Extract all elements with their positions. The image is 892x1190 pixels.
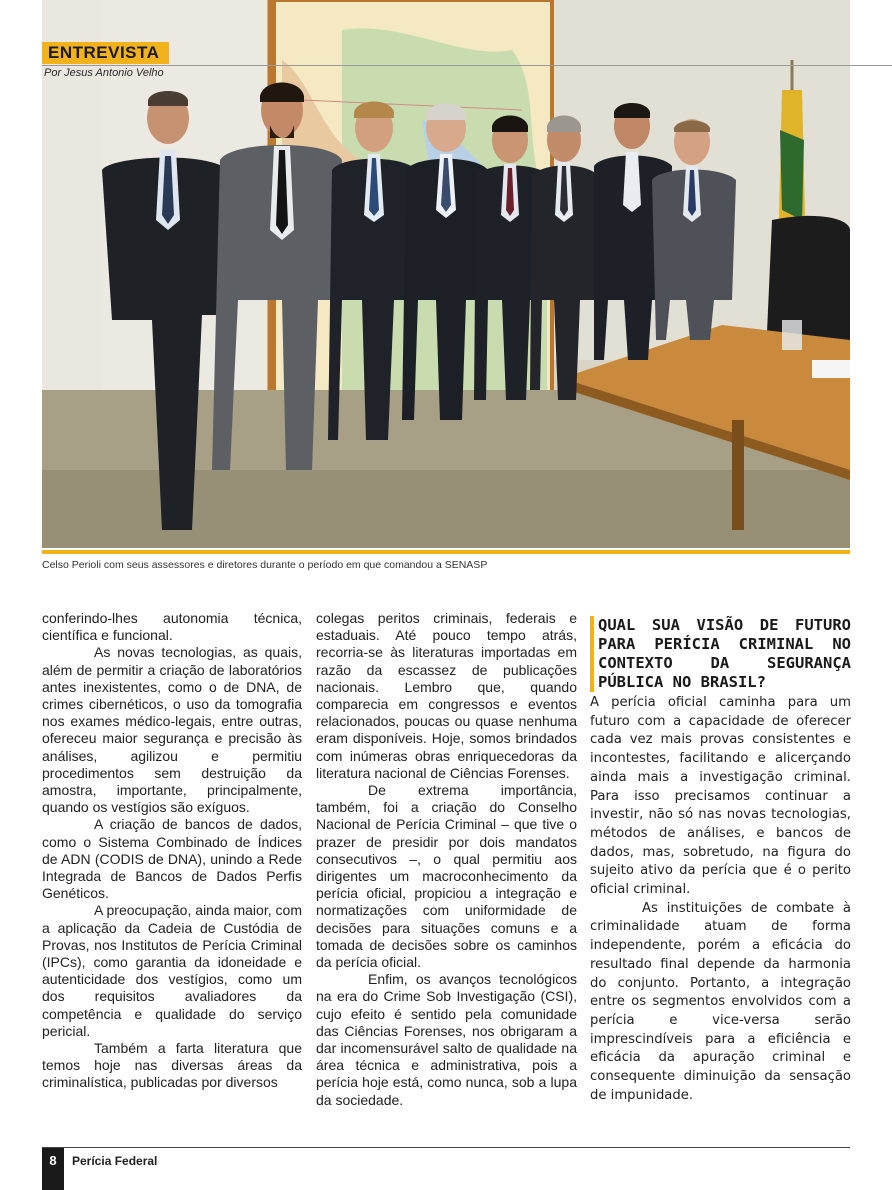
paragraph: colegas peritos criminais, federais e estaduais. Até pouco tempo atrás, recorria-se às literaturas importadas em razão da escassez de publicações nacionais. Lembro que, quando comparecia em congressos e eventos relacionados, poucas ou quase nenhuma eram disponíveis. Hoje, somos brindados com inúmeras obras enriquecedoras da literatura nacional de Ciências Forenses.: [316, 610, 577, 781]
text-column-1: [42, 610, 302, 1092]
photo-accent-rule: [42, 550, 850, 554]
text-column-3: [590, 616, 851, 1105]
paragraph: As instituições de combate à criminalidade atuam de forma independente, porém a eficácia do resultado final depende da harmonia do conjunto. Portanto, a integração entre os segmentos envolvidos com a perícia e vice-versa serão imprescindíveis para a eficiência e eficácia da apuração criminal e consequente diminuição da sensação de impunidade.: [590, 900, 851, 1103]
photo-caption: Celso Perioli com seus assessores e diretores durante o período em que comandou a SENASP: [42, 559, 488, 571]
section-rule: [42, 65, 892, 66]
byline: Por Jesus Antonio Velho: [44, 67, 164, 79]
group-photo-illustration: [42, 0, 850, 548]
paragraph: A criação de bancos de dados, como o Sistema Combinado de Índices de ADN (CODIS de DNA), unindo a Rede Integrada de Bancos de Dados Perfis Genéticos.: [42, 816, 302, 902]
page-number: 8: [42, 1148, 64, 1190]
group-photo: [42, 0, 850, 548]
paragraph: Enfim, os avanços tecnológicos na era do Crime Sob Investigação (CSI), cujo efeito é sentido pela comunidade das Ciências Forenses, nos obrigaram a dar incomensurável salto de qualidade na área técnica e administrativa, pois a perícia hoje está, como nunca, sob a lupa da sociedade.: [316, 971, 577, 1108]
paragraph: conferindo-lhes autonomia técnica, científica e funcional.: [42, 610, 302, 644]
paragraph: A preocupação, ainda maior, com a aplicação da Cadeia de Custódia de Provas, nos Institutos de Perícia Criminal (IPCs), como garantia da idoneidade e autenticidade dos vestígios, como um dos requisitos avaliadores da competência e qualidade do serviço pericial.: [42, 902, 302, 1039]
text-column-2: [316, 610, 577, 1109]
paragraph: De extrema importância, também, foi a criação do Conselho Nacional de Perícia Criminal – que tive o prazer de presidir por dois mandatos consecutivos –, o qual permitiu aos dirigentes um macroconhecimento da perícia oficial, propiciou a integração e normatizações com uniformidade de decisões para situações comuns e a tomada de decisões sobre os caminhos da perícia oficial.: [316, 782, 577, 971]
footer-rule: [42, 1147, 850, 1148]
publication-name: Perícia Federal: [72, 1154, 158, 1168]
paragraph: Também a farta literatura que temos hoje nas diversas áreas da criminalística, publicadas por diversos: [42, 1040, 302, 1091]
interview-question: QUAL SUA VISÃO DE FUTURO PARA PERÍCIA CRIMINAL NO CONTEXTO DA SEGURANÇA PÚBLICA NO BRASIL?: [590, 616, 851, 692]
paragraph: As novas tecnologias, as quais, além de permitir a criação de laboratórios antes inexistentes, como o de DNA, de crimes cibernéticos, o uso da tomografia nos exames médico-legais, entre outras, ofereceu maior segurança e precisão às análises, agilizou e permitiu procedimentos sem destruição da amostra, importante, principalmente, quando os vestígios são exíguos.: [42, 644, 302, 816]
section-tag: ENTREVISTA: [42, 42, 169, 64]
paragraph: A perícia oficial caminha para um futuro com a capacidade de oferecer cada vez mais provas consistentes e incontestes, facilitando e alicerçando ainda mais a investigação criminal. Para isso precisamos continuar a investir, não só nas novas tecnologias, métodos de análises, e bancos de dados, mas, sobretudo, na figura do sujeito ativo da perícia que é o perito oficial criminal.: [590, 695, 851, 898]
